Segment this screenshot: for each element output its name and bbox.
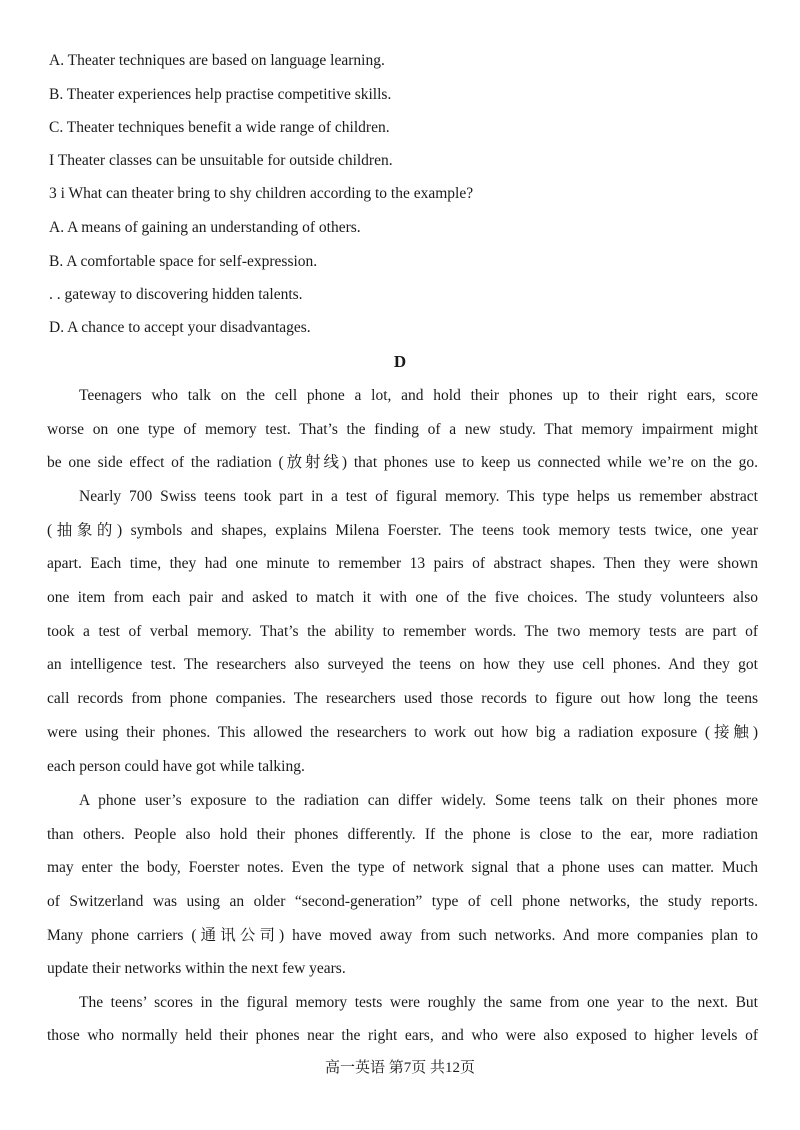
option-b: B. A comfortable space for self-expression. bbox=[49, 253, 318, 270]
article-line: an intelligence test. The researchers also surveyed the teens on how they use cell phones. And they got bbox=[47, 656, 758, 673]
article-line: update their networks within the next few years. bbox=[47, 960, 346, 977]
option-a: A. A means of gaining an understanding of others. bbox=[49, 219, 361, 236]
article-line: be one side effect of the radiation (放射线) that phones use to keep us connected while we’re on the go. bbox=[47, 454, 758, 471]
article-line: were using their phones. This allowed the researchers to work out how big a radiation exposure (接触) bbox=[47, 724, 758, 741]
article-line: each person could have got while talking. bbox=[47, 758, 305, 775]
article-line: Teenagers who talk on the cell phone a lot, and hold their phones up to their right ears, score bbox=[79, 387, 758, 404]
article-line: A phone user’s exposure to the radiation can differ widely. Some teens talk on their phones more bbox=[79, 792, 758, 809]
article-line: Nearly 700 Swiss teens took part in a test of figural memory. This type helps us remember abstract bbox=[79, 488, 758, 505]
section-heading: D bbox=[393, 352, 407, 371]
article-line: of Switzerland was using an older “second-generation” type of cell phone networks, the study reports. bbox=[47, 893, 758, 910]
article-line: The teens’ scores in the figural memory tests were roughly the same from one year to the next. But bbox=[79, 994, 758, 1011]
article-line: (抽象的) symbols and shapes, explains Milena Foerster. The teens took memory tests twice, one year bbox=[47, 522, 758, 539]
article-line: worse on one type of memory test. That’s the finding of a new study. That memory impairment might bbox=[47, 421, 758, 438]
article-line: call records from phone companies. The researchers used those records to figure out how long the teens bbox=[47, 690, 758, 707]
option-c: . . gateway to discovering hidden talents. bbox=[49, 286, 303, 303]
article-line: those who normally held their phones near the right ears, and who were also exposed to higher levels of bbox=[47, 1027, 758, 1044]
prev-option-a: A. Theater techniques are based on language learning. bbox=[49, 52, 385, 69]
article-line: apart. Each time, they had one minute to remember 13 pairs of abstract shapes. Then they were shown bbox=[47, 555, 758, 572]
prev-option-b: B. Theater experiences help practise competitive skills. bbox=[49, 86, 392, 103]
prev-option-d: I Theater classes can be unsuitable for outside children. bbox=[49, 152, 393, 169]
article-line: may enter the body, Foerster notes. Even the type of network signal that a phone uses can matter. Much bbox=[47, 859, 758, 876]
article-line: Many phone carriers (通讯公司) have moved away from such networks. And more companies plan to bbox=[47, 927, 758, 944]
article-line: than others. People also hold their phones differently. If the phone is close to the ear, more radiation bbox=[47, 826, 758, 843]
question-stem: 3 i What can theater bring to shy children according to the example? bbox=[49, 185, 474, 202]
option-d: D. A chance to accept your disadvantages. bbox=[49, 319, 311, 336]
prev-option-c: C. Theater techniques benefit a wide range of children. bbox=[49, 119, 390, 136]
page-footer: 高一英语 第7页 共12页 bbox=[324, 1060, 475, 1076]
article-line: one item from each pair and asked to match it with one of the five choices. The study volunteers also bbox=[47, 589, 758, 606]
article-line: took a test of verbal memory. That’s the ability to remember words. The two memory tests are part of bbox=[47, 623, 758, 640]
